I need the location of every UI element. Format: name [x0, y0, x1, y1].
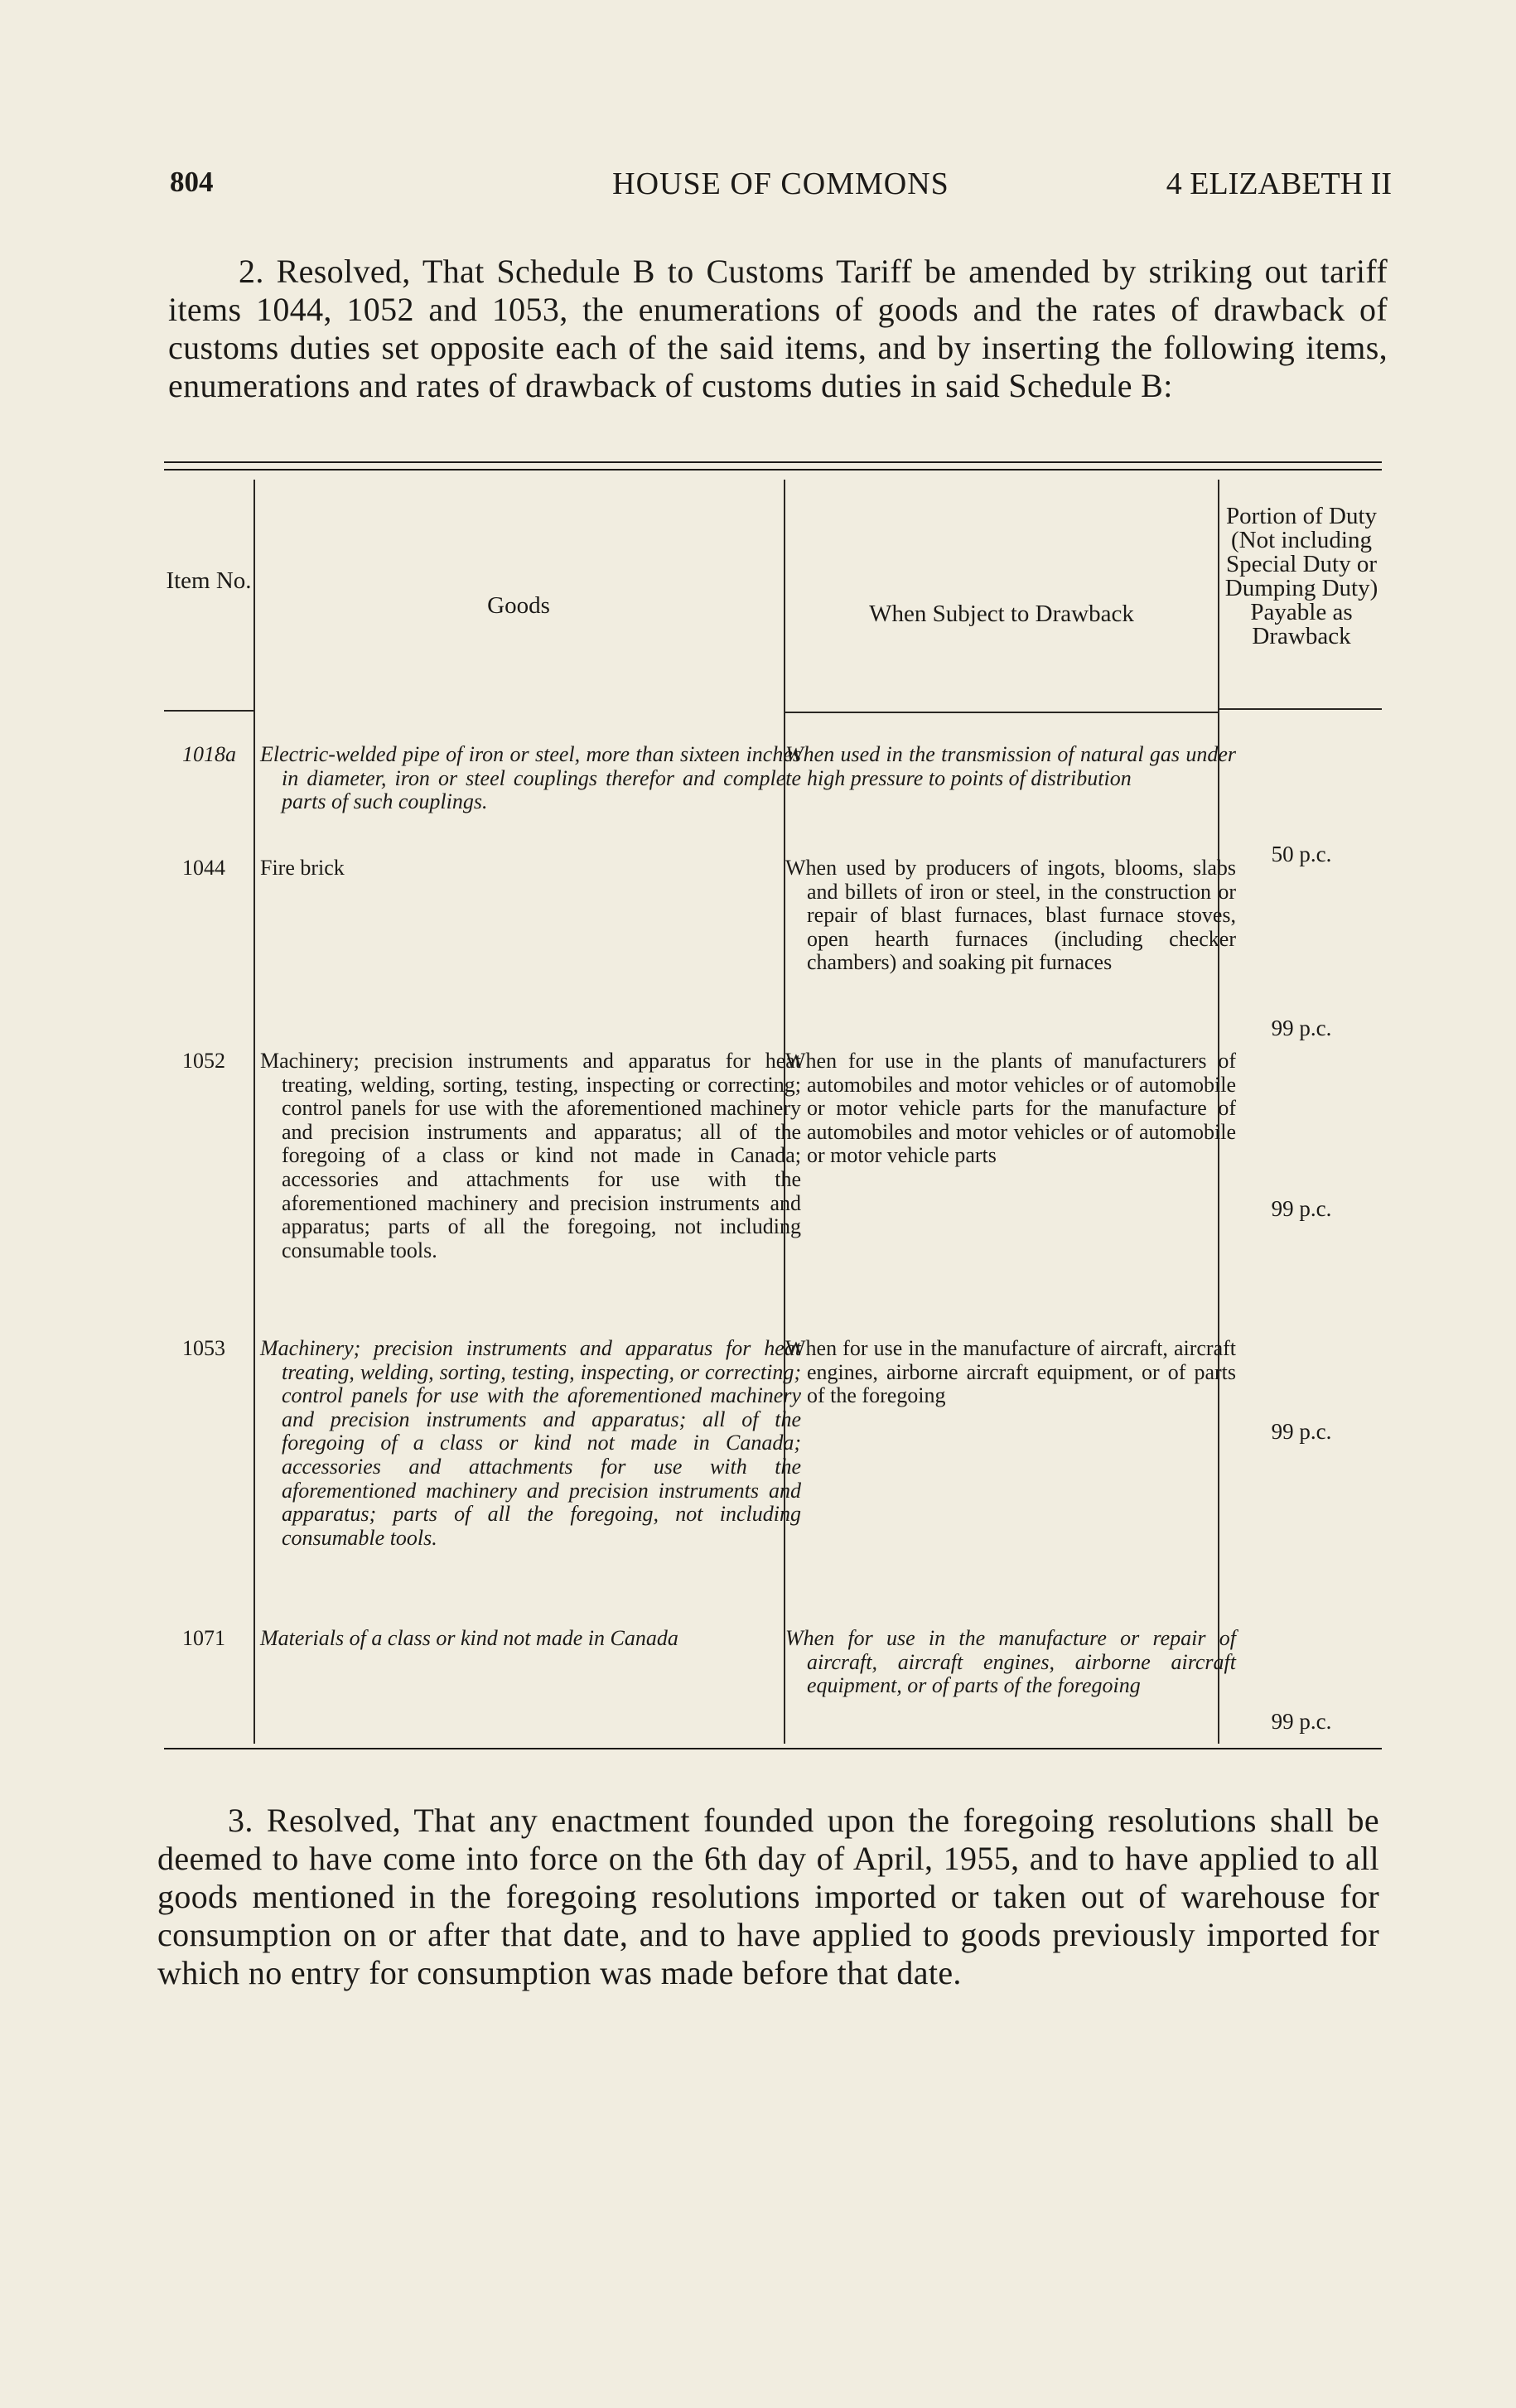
drawback-portion: 99 p.c.	[1271, 1196, 1332, 1221]
goods-description: Electric-welded pipe of iron or steel, more than sixteen inches in diameter, iron or steel couplings therefor and complete parts of such couplings.	[260, 742, 801, 814]
drawback-portion: 50 p.c.	[1271, 842, 1332, 866]
table-top-rule	[164, 461, 1382, 463]
goods-description: Fire brick	[260, 856, 345, 880]
drawback-condition: When for use in the plants of manufacturers of automobiles and motor vehicles or of automobile or motor vehicle parts for the manufacture of automobiles and motor vehicles or of automobile or motor vehicle parts	[785, 1049, 1236, 1168]
column-header-portion: Portion of Duty (Not including Special Duty or Dumping Duty) Payable as Drawback	[1224, 503, 1378, 649]
drawback-table	[164, 461, 1382, 1754]
drawback-portion: 99 p.c.	[1271, 1419, 1332, 1444]
header-underline	[1219, 708, 1382, 710]
column-header-when-subject: When Subject to Drawback	[869, 601, 1134, 627]
header-underline	[785, 712, 1218, 713]
drawback-portion: 99 p.c.	[1271, 1016, 1332, 1040]
drawback-condition: When used by producers of ingots, blooms, slabs and billets of iron or steel, in the construction or repair of blast furnaces, blast furnace stoves, open hearth furnaces (including checker chambers) and soaking pit furnaces	[785, 856, 1236, 975]
item-number: 1018a	[182, 742, 236, 766]
column-header-item-no: Item No.	[166, 567, 252, 594]
session-label: 4 ELIZABETH II	[1166, 166, 1392, 201]
page-number: 804	[170, 166, 214, 198]
column-header-goods: Goods	[487, 592, 550, 619]
resolution-2-paragraph: 2. Resolved, That Schedule B to Customs Tariff be amended by striking out tariff items 1044, 1052 and 1053, the enumerations of goods and the rates of drawback of customs duties set opposite each of the said items, and by inserting the following items, enumerations and rates of drawback of customs duties in said Schedule B:	[168, 253, 1388, 404]
item-number: 1052	[182, 1049, 225, 1073]
running-header	[170, 166, 1392, 207]
goods-description: Machinery; precision instruments and apparatus for heat treating, welding, sorting, testing, inspecting or correcting; control panels for use with the aforementioned machinery and precision instruments and apparatus; all of the foregoing of a class or kind not made in Canada; accessories and attachments for use with the aforementioned machinery and precision instruments and apparatus; parts of all the foregoing, not including consumable tools.	[260, 1049, 801, 1262]
goods-description: Machinery; precision instruments and apparatus for heat treating, welding, sorting, testing, inspecting, or correcting; control panels for use with the aforementioned machinery and precision instruments and apparatus; all of the foregoing of a class or kind not made in Canada; accessories and attachments for use with the aforementioned machinery and precision instruments and apparatus; parts of all the foregoing, not including consumable tools.	[260, 1336, 801, 1550]
drawback-condition: When for use in the manufacture of aircraft, aircraft engines, airborne aircraft equipment, or of parts of the foregoing	[785, 1336, 1236, 1408]
header-underline	[164, 710, 253, 712]
column-divider	[253, 480, 255, 1744]
item-number: 1071	[182, 1626, 225, 1650]
resolution-3-paragraph: 3. Resolved, That any enactment founded upon the foregoing resolutions shall be deemed to have come into force on the 6th day of April, 1955, and to have applied to all goods mentioned in the foregoing resolutions imported or taken out of warehouse for consumption on or after that date, and to have applied to goods previously imported for which no entry for consumption was made before that date.	[157, 1802, 1379, 1991]
table-top-rule-double	[164, 469, 1382, 471]
item-number: 1053	[182, 1336, 225, 1360]
drawback-portion: 99 p.c.	[1271, 1709, 1332, 1734]
goods-description: Materials of a class or kind not made in Canada	[260, 1626, 678, 1650]
page-title: HOUSE OF COMMONS	[612, 166, 949, 201]
drawback-condition: When for use in the manufacture or repair of aircraft, aircraft engines, airborne aircraft equipment, or of parts of the foregoing	[785, 1626, 1236, 1698]
table-bottom-rule	[164, 1748, 1382, 1749]
item-number: 1044	[182, 856, 225, 880]
drawback-condition: When used in the transmission of natural gas under high pressure to points of distribution	[785, 742, 1236, 790]
